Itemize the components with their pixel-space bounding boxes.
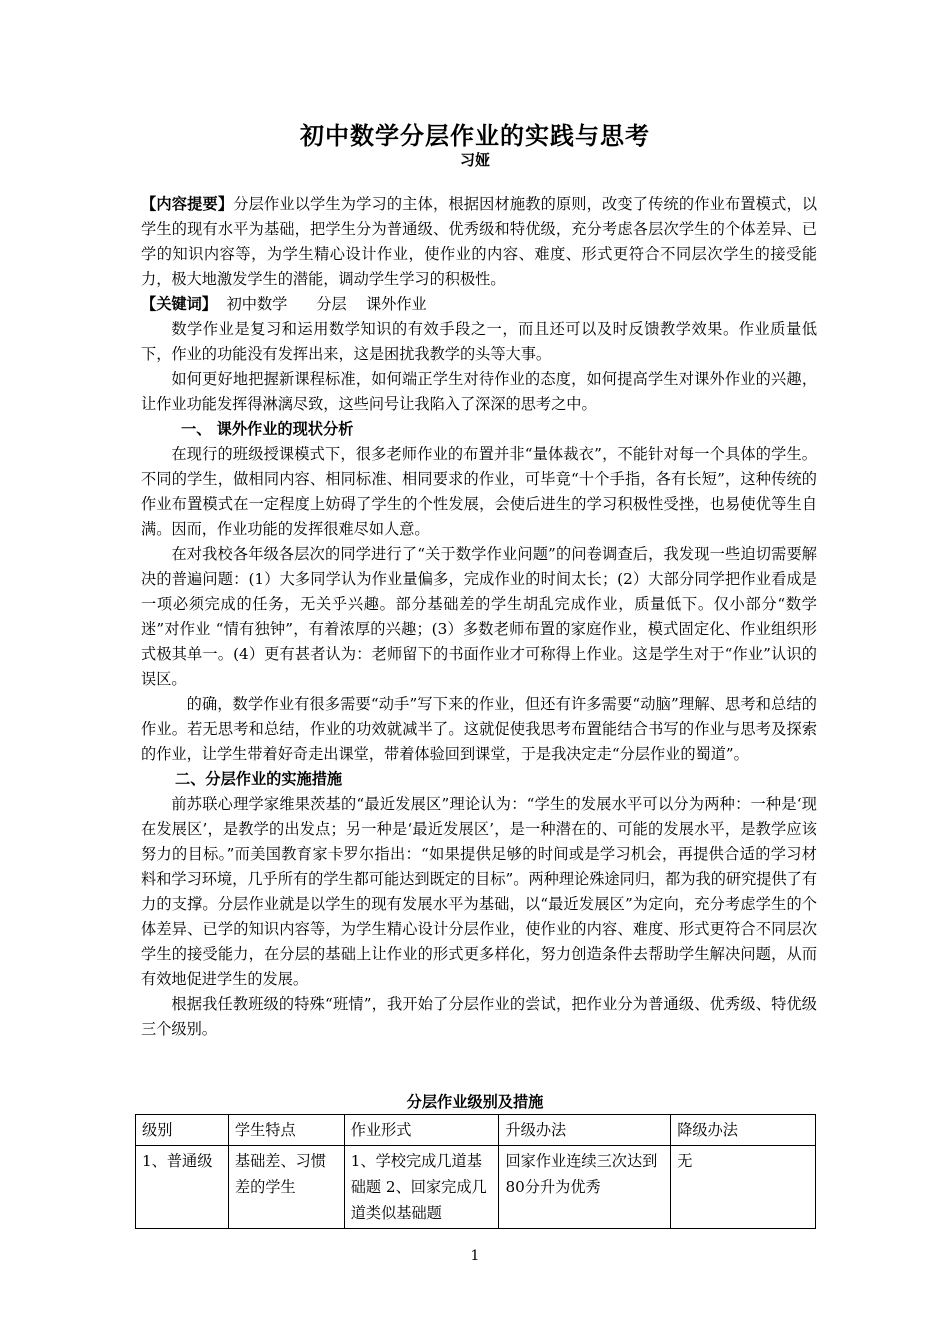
document-title: 初中数学分层作业的实践与思考 bbox=[300, 121, 650, 150]
paragraph-1: 数学作业是复习和运用数学知识的有效手段之一，而且还可以及时反馈教学效果。作业质量低下，作业的功能没有发挥出来，这是困扰我教学的头等大事。 bbox=[141, 320, 817, 363]
abstract-text: 分层作业以学生为学习的主体，根据因材施教的原则，改变了传统的作业布置模式，以学生的现有水平为基础，把学生分为普通级、优秀级和特优级，充分考虑各层次学生的个体差异、已学的知识内容等，为学生精心设计作业，使作业的内容、难度、形式更符合不同层次学生的接受能力，极大地激发学生的潜能，调动学生学习的积极性。 bbox=[141, 195, 818, 288]
table-header-cell: 升级办法 bbox=[499, 1115, 671, 1146]
section-heading-2: 二、分层作业的实施措施 bbox=[175, 770, 343, 788]
table-cell: 1、学校完成几道基础题 2、回家完成几道类似基础题 bbox=[344, 1146, 499, 1229]
keywords-line bbox=[141, 292, 817, 317]
paragraph-3: 在现行的班级授课模式下，很多老师作业的布置并非“量体裁衣”，不能针对每一个具体的学生。不同的学生，做相同内容、相同标准、相同要求的作业，可毕竟“十个手指，各有长短”，这种传统的作业布置模式在一定程度上妨碍了学生的个性发展，会使后进生的学习积极性受挫，也易使优等生自满。因而，作业功能的发挥很难尽如人意。 bbox=[141, 445, 817, 538]
keywords-label: 【关键词】 bbox=[141, 295, 217, 313]
table-cell: 回家作业连续三次达到80分升为优秀 bbox=[499, 1146, 671, 1229]
table-header-cell: 降级办法 bbox=[671, 1115, 816, 1146]
keywords-text: 初中数学 分层 课外作业 bbox=[216, 295, 427, 313]
table-header-row bbox=[136, 1115, 816, 1146]
paragraph-4: 在对我校各年级各层次的同学进行了“关于数学作业问题”的问卷调查后，我发现一些迫切需要解决的普遍问题：(1）大多同学认为作业量偏多，完成作业的时间太长；(2）大部分同学把作业看成是一项必须完成的任务，无关乎兴趣。部分基础差的学生胡乱完成作业，质量低下。仅小部分“数学迷”对作业 “情有独钟”，有着浓厚的兴趣；(3）多数老师布置的家庭作业，模式固定化、作业组织形式极其单一。(4）更有甚者认为：老师留下的书面作业才可称得上作业。这是学生对于“作业”认识的误区。 bbox=[141, 545, 817, 688]
section-heading-1: 一、 课外作业的现状分析 bbox=[181, 420, 354, 438]
abstract-label: 【内容提要】 bbox=[141, 195, 234, 213]
table-row bbox=[136, 1146, 816, 1229]
table-header-cell: 作业形式 bbox=[344, 1115, 499, 1146]
table-cell: 1、普通级 bbox=[136, 1146, 229, 1229]
paragraph-2: 如何更好地把握新课程标准，如何端正学生对待作业的态度，如何提高学生对课外作业的兴趣，让作业功能发挥得淋漓尽致，这些问号让我陷入了深深的思考之中。 bbox=[141, 370, 817, 413]
table-cell: 无 bbox=[671, 1146, 816, 1229]
author-name: 习娅 bbox=[459, 151, 490, 169]
page-number: 1 bbox=[470, 1248, 480, 1264]
table-title: 分层作业级别及措施 bbox=[406, 1093, 544, 1111]
paragraph-6: 前苏联心理学家维果茨基的“最近发展区”理论认为：“学生的发展水平可以分为两种：一种是‘现在发展区’，是教学的出发点；另一种是‘最近发展区’，是一种潜在的、可能的发展水平，是教学应该努力的目标。”而美国教育家卡罗尔指出：“如果提供足够的时间或是学习机会，再提供合适的学习材料和学习环境，几乎所有的学生都可能达到既定的目标”。两种理论殊途同归，都为我的研究提供了有力的支撑。分层作业就是以学生的现有发展水平为基础，以“最近发展区”为定向，充分考虑学生的个体差异、已学的知识内容等，为学生精心设计分层作业，使作业的内容、难度、形式更符合不同层次学生的接受能力，在分层的基础上让作业的形式更多样化，努力创造条件去帮助学生解决问题，从而有效地促进学生的发展。 bbox=[141, 795, 818, 988]
abstract-paragraph bbox=[141, 192, 817, 292]
table-header-cell: 级别 bbox=[136, 1115, 229, 1146]
homework-levels-table bbox=[135, 1114, 816, 1229]
document-body bbox=[141, 192, 817, 1042]
table-cell: 基础差、习惯差的学生 bbox=[228, 1146, 344, 1229]
paragraph-7: 根据我任教班级的特殊“班情”，我开始了分层作业的尝试，把作业分为普通级、优秀级、特优级三个级别。 bbox=[141, 995, 817, 1038]
paragraph-5: 的确，数学作业有很多需要“动手”写下来的作业，但还有许多需要“动脑”理解、思考和总结的作业。若无思考和总结，作业的功效就减半了。这就促使我思考布置能结合书写的作业与思考及探索的作业，让学生带着好奇走出课堂，带着体验回到课堂，于是我决定走“分层作业的蜀道”。 bbox=[141, 695, 817, 763]
table-header-cell: 学生特点 bbox=[228, 1115, 344, 1146]
